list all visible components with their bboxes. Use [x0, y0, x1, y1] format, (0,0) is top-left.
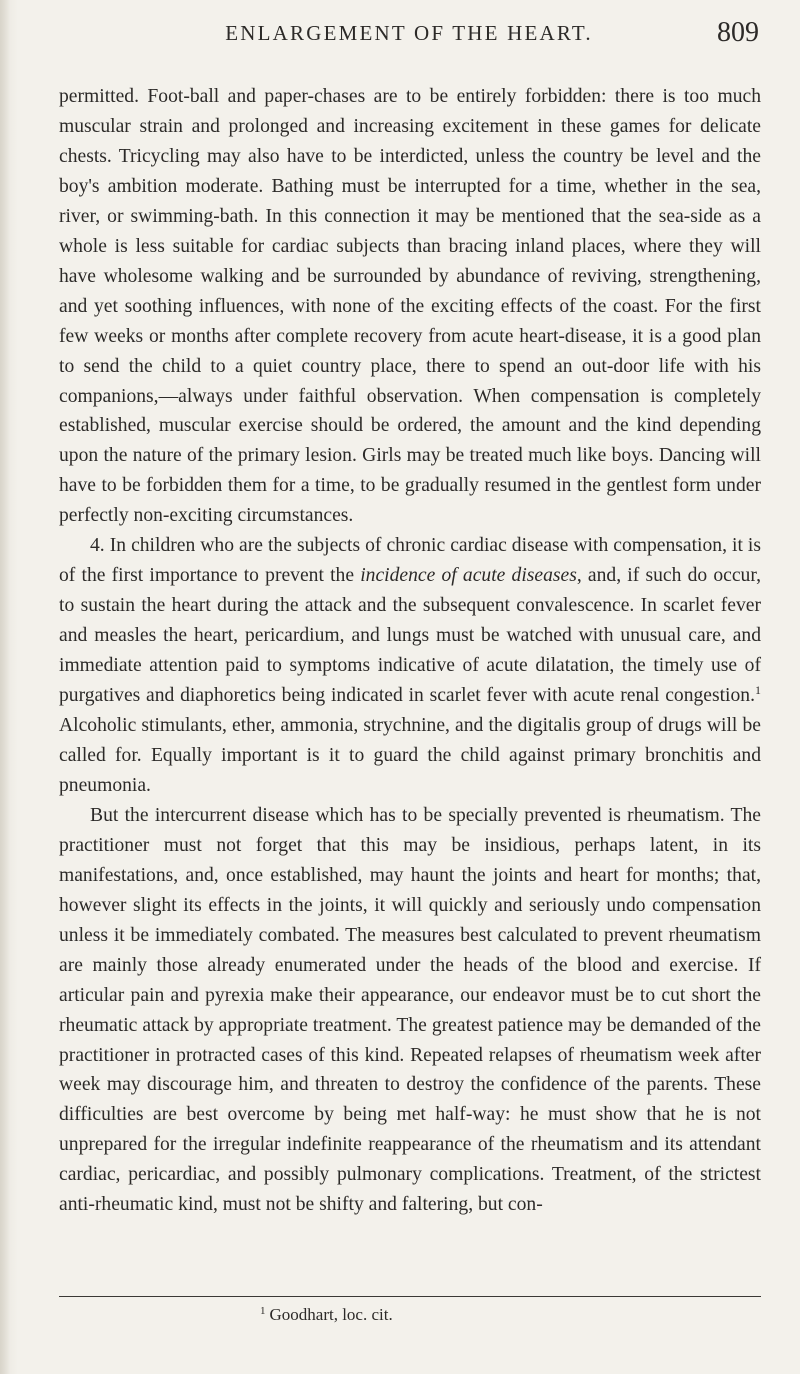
- paragraph-text: , and, if such do occur, to sustain the heart during the attack and the subsequent convalescence. In scarlet fever and measles the heart, pericardium, and lungs must be watched with unusual care, and immediate attention paid to symptoms indicative of acute dilatation, the timely use of purgatives and diaphoretics being indicated in scarlet fever with acute renal congestion.: [59, 565, 761, 707]
- paragraph-exercise: permitted. Foot-ball and paper-chases are to be entirely forbidden: there is too much muscular strain and prolonged and increasing excitement in these games for delicate chests. Tricycling may also have to be interdicted, unless the country be level and the boy's ambition moderate. Bathing must be interrupted for a time, whether in the sea, river, or swimming-bath. In this connection it may be mentioned that the sea-side as a whole is less suitable for cardiac subjects than bracing inland places, where they will have wholesome walking and be surrounded by abundance of reviving, strengthening, and yet soothing influences, with none of the exciting effects of the coast. For the first few weeks or months after complete recovery from acute heart-disease, it is a good plan to send the child to a quiet country place, there to spend an out-door life with his companions,—always under faithful observation. When compensation is completely established, muscular exercise should be ordered, the amount and the kind depending upon the nature of the primary lesion. Girls may be treated much like boys. Dancing will have to be forbidden them for a time, to be gradually resumed in the gentlest form under perfectly non-exciting circumstances.: [59, 86, 761, 527]
- page-header: [59, 18, 759, 58]
- footnote-reference[interactable]: 1: [755, 683, 761, 698]
- footnote-mark: 1: [260, 1305, 266, 1317]
- footnote-text: Goodhart, loc. cit.: [269, 1305, 393, 1324]
- paragraph-text: Alcoholic stimulants, ether, ammonia, strychnine, and the digitalis group of drugs will be called for. Equally important is it to guard the child against primary bronchitis and pneumonia.: [59, 715, 761, 796]
- footnote-divider: [59, 1296, 761, 1297]
- page-number: 809: [717, 17, 759, 48]
- running-title: ENLARGEMENT OF THE HEART.: [225, 21, 593, 45]
- paragraph-text: 4. In children who are the subjects of chronic cardiac disease with compensation, it is of the first importance to prevent the: [59, 535, 761, 587]
- italic-phrase: incidence of acute diseases: [360, 565, 577, 587]
- body-text: [59, 82, 761, 1220]
- paragraph-acute-diseases: [59, 531, 761, 801]
- footnote: [260, 1303, 393, 1327]
- paragraph-rheumatism: But the intercurrent disease which has to be specially prevented is rheumatism. The practitioner must not forget that this may be insidious, perhaps latent, in its manifestations, and, once established, may haunt the joints and heart for months; that, however slight its effects in the joints, it will quickly and seriously undo compensation unless it be immediately combated. The measures best calculated to prevent rheumatism are mainly those already enumerated under the heads of the blood and exercise. If articular pain and pyrexia make their appearance, our endeavor must be to cut short the rheumatic attack by appropriate treatment. The greatest patience may be demanded of the practitioner in protracted cases of this kind. Repeated relapses of rheumatism week after week may discourage him, and threaten to destroy the confidence of the parents. These difficulties are best overcome by being met half-way: he must show that he is not unprepared for the irregular indefinite reappearance of the rheumatism and its attendant cardiac, pericardiac, and possibly pulmonary complications. Treatment, of the strictest anti-rheumatic kind, must not be shifty and faltering, but con-: [59, 804, 761, 1216]
